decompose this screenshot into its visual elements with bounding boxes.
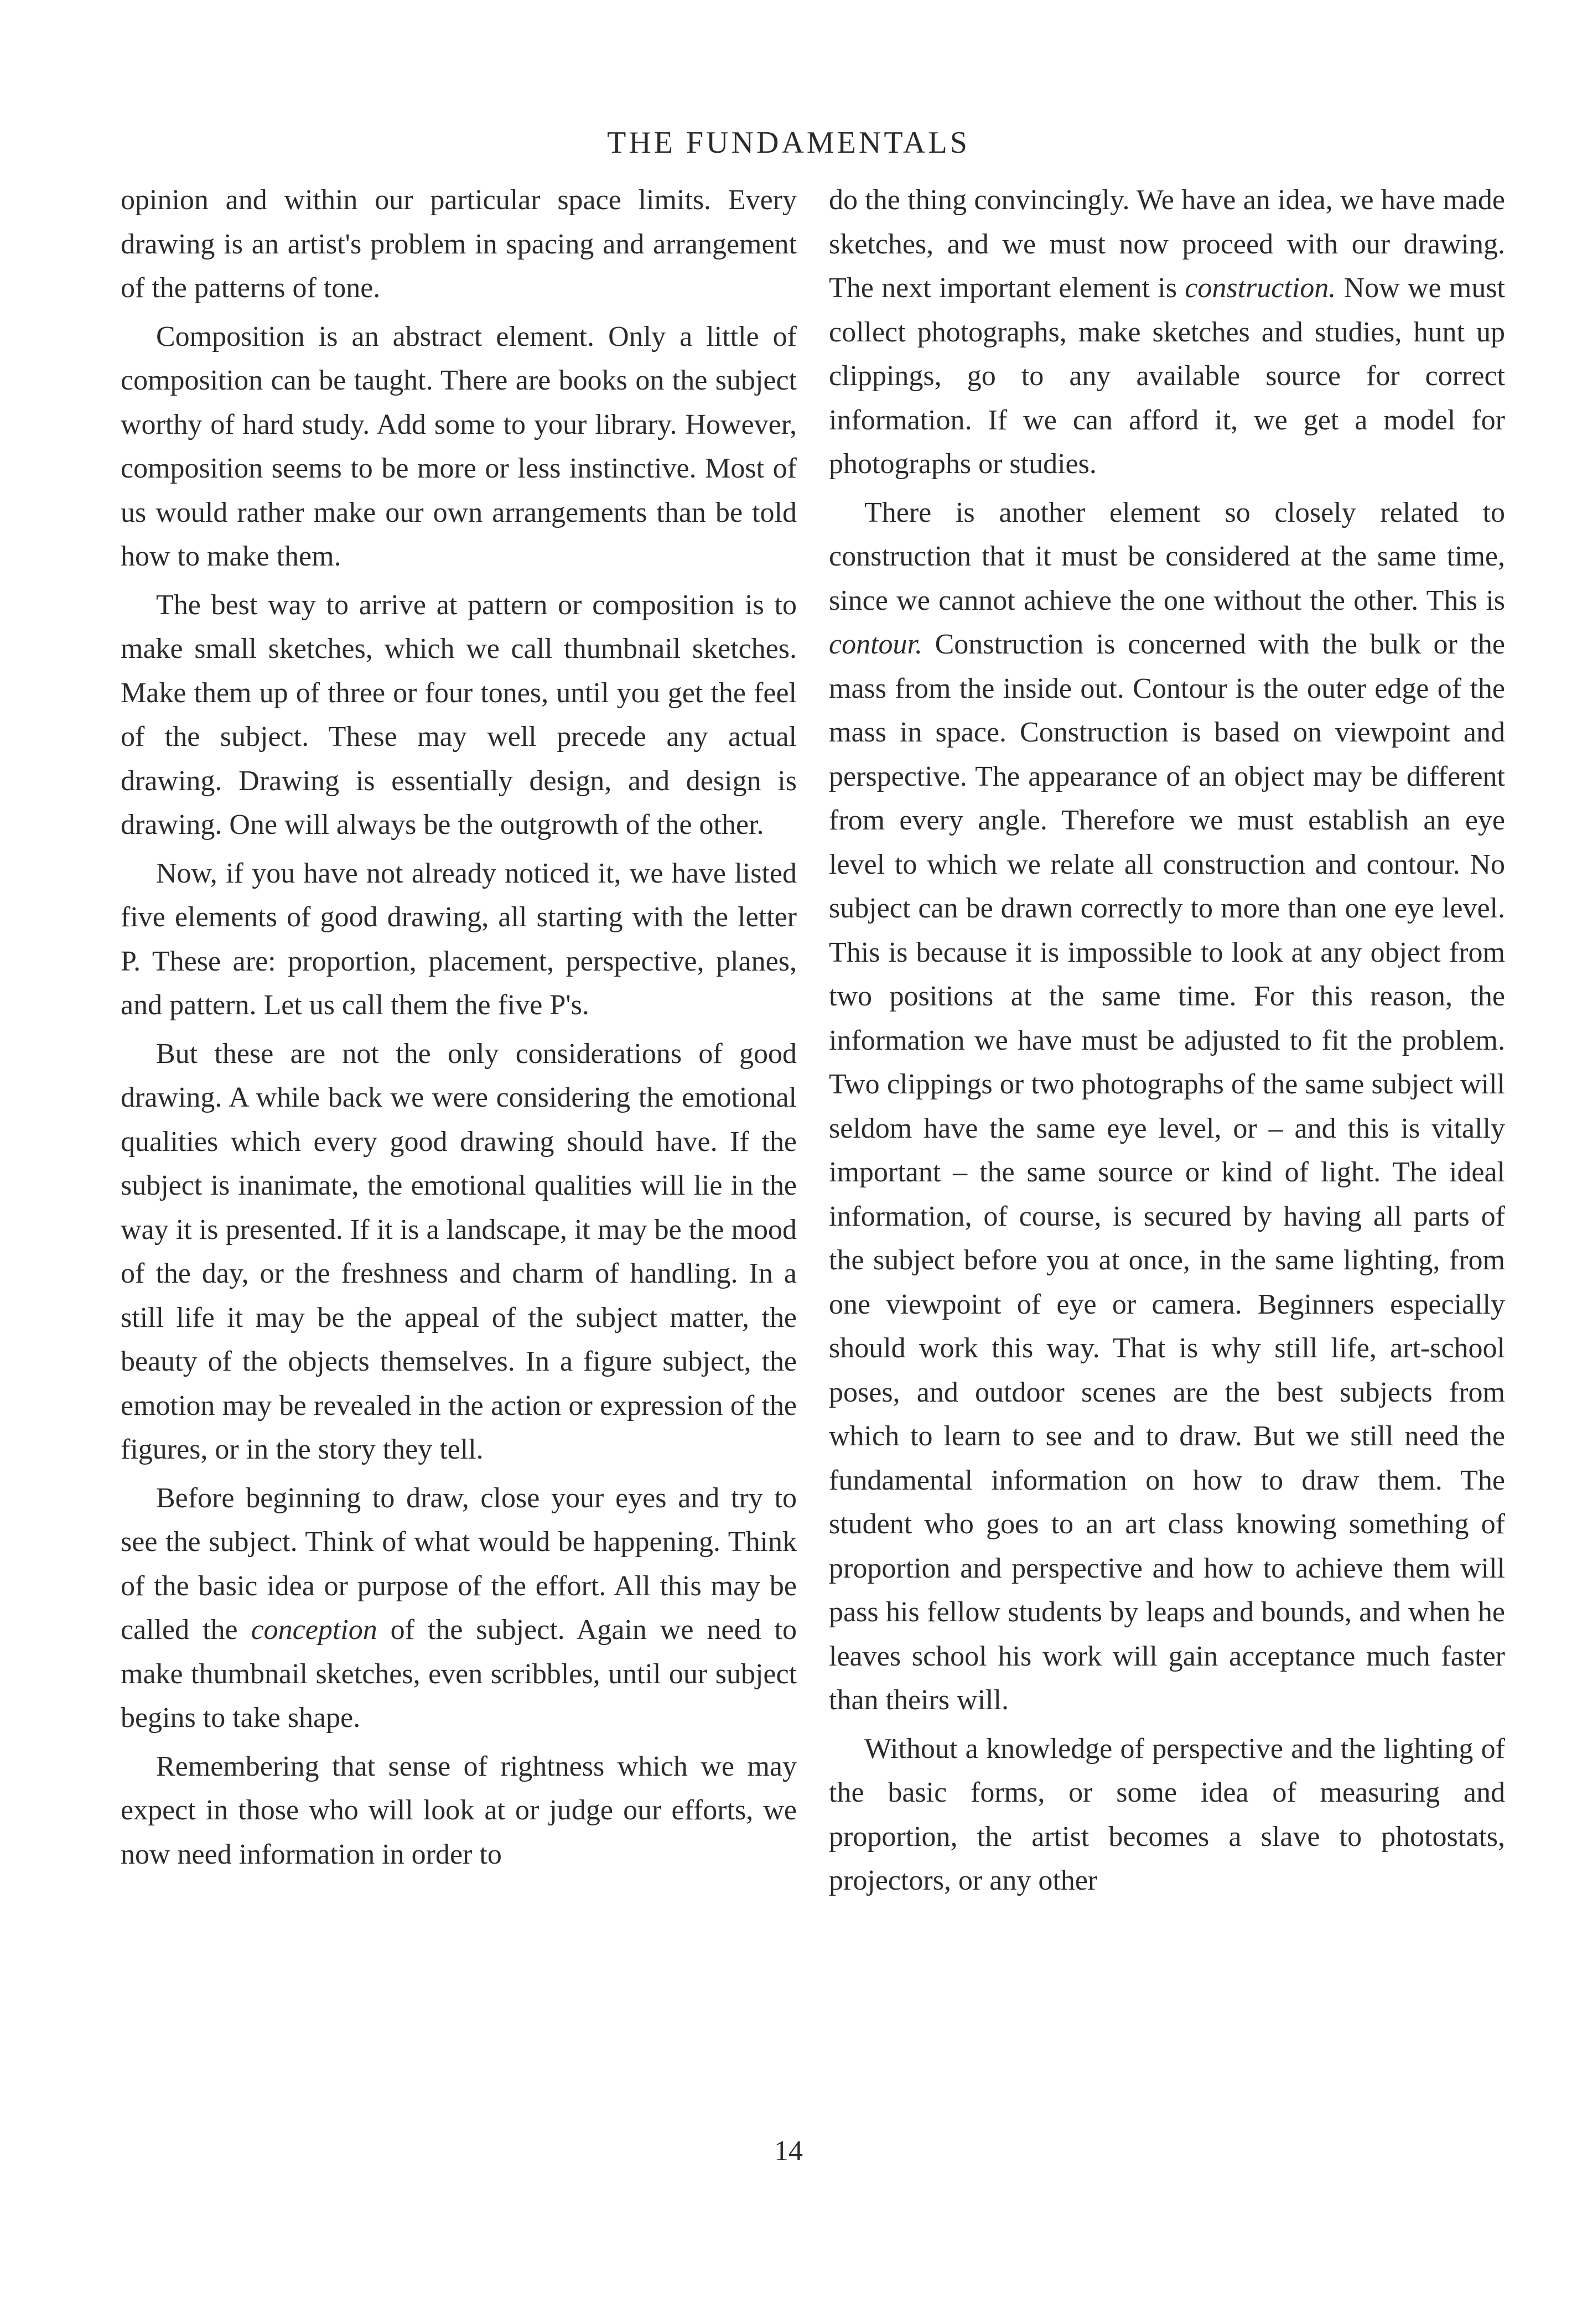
- running-head: THE FUNDAMENTALS: [607, 126, 970, 160]
- paragraph: Composition is an abstract element. Only a little of composition can be taught. There are books on the subject worthy of hard study. Add some to your library. However, composition seems to be more or less instinctive. Most of us would rather make our own arrangements than be told how to make them.: [121, 320, 797, 572]
- italic-term: contour.: [829, 629, 922, 660]
- italic-term: conception: [251, 1614, 377, 1646]
- paragraph: But these are not the only considerations of good drawing. A while back we were considering the emotional qualities which every good drawing should have. If the subject is inanimate, the emotional qualities will lie in the way it is presented. If it is a landscape, it may be the mood of the day, or the freshness and charm of handling. In a still life it may be the appeal of the subject matter, the beauty of the objects themselves. In a figure subject, the emotion may be revealed in the action or expression of the figures, or in the story they tell.: [121, 1038, 797, 1465]
- paragraph-text: Now we must collect photographs, make sketches and studies, hunt up clippings, go to any available source for correct information. If we can afford it, we get a model for photographs or studies.: [829, 272, 1506, 480]
- paragraph-text: of the subject. Again we need to make thumbnail sketches, even scribbles, until our subject begins to take shape.: [121, 1614, 797, 1734]
- paragraph: [829, 178, 1505, 486]
- paragraph-text: Before beginning to draw, close your eyes and try to see the subject. Think of what would be happening. Think of the basic idea or purpose of the effort. All this may be called the: [121, 1482, 797, 1646]
- right-column: [829, 178, 1505, 1907]
- paragraph-text: There is another element so closely related to construction that it must be considered at the same time, since we cannot achieve the one without the other. This is: [829, 496, 1505, 616]
- italic-term: construction.: [1185, 272, 1336, 304]
- paragraph: opinion and within our particular space limits. Every drawing is an artist's problem in spacing and arrangement of the patterns of tone.: [121, 184, 797, 304]
- paragraph: Now, if you have not already noticed it, we have listed five elements of good drawing, all starting with the letter P. These are: proportion, placement, perspective, planes, and pattern. Let us call them the five P's.: [121, 857, 797, 1021]
- paragraph-text: Construction is concerned with the bulk or the mass from the inside out. Contour is the outer edge of the mass in space. Construction is based on viewpoint and perspective. The appearance of an object may be different from every angle. Therefore we must establish an eye level to which we relate all construction and contour. No subject can be drawn correctly to more than one eye level. This is because it is impossible to look at any object from two positions at the same time. For this reason, the information we have must be adjusted to fit the problem. Two clippings or two photographs of the same subject will seldom have the same eye level, or – and this is vitally important – the same source or kind of light. The ideal information, of course, is secured by having all parts of the subject before you at once, in the same lighting, from one viewpoint of eye or camera. Beginners especially should work this way. That is why still life, art-school poses, and outdoor scenes are the best subjects from which to learn to see and to draw. But we still need the fundamental information on how to draw them. The student who goes to an art class knowing something of proportion and perspective and how to achieve them will pass his fellow students by leaps and bounds, and when he leaves school his work will gain acceptance much faster than theirs will.: [829, 629, 1505, 1716]
- paragraph-text: do the thing convincingly. We have an idea, we have made sketches, and we must now proceed with our drawing. The next important element is: [829, 184, 1505, 304]
- paragraph: The best way to arrive at pattern or composition is to make small sketches, which we call thumbnail sketches. Make them up of three or four tones, until you get the feel of the subject. These may well precede any actual drawing. Drawing is essentially design, and design is drawing. One will always be the outgrowth of the other.: [121, 589, 797, 841]
- paragraph: Without a knowledge of perspective and the lighting of the basic forms, or some idea of measuring and proportion, the artist becomes a slave to photostats, projectors, or any other: [829, 1732, 1505, 1896]
- left-column: [121, 178, 797, 1881]
- page-number: 14: [774, 2135, 803, 2167]
- paragraph: [121, 1476, 797, 1740]
- paragraph: [829, 491, 1505, 1723]
- paragraph: Remembering that sense of rightness which we may expect in those who will look at or judge our efforts, we now need information in order to: [121, 1750, 797, 1870]
